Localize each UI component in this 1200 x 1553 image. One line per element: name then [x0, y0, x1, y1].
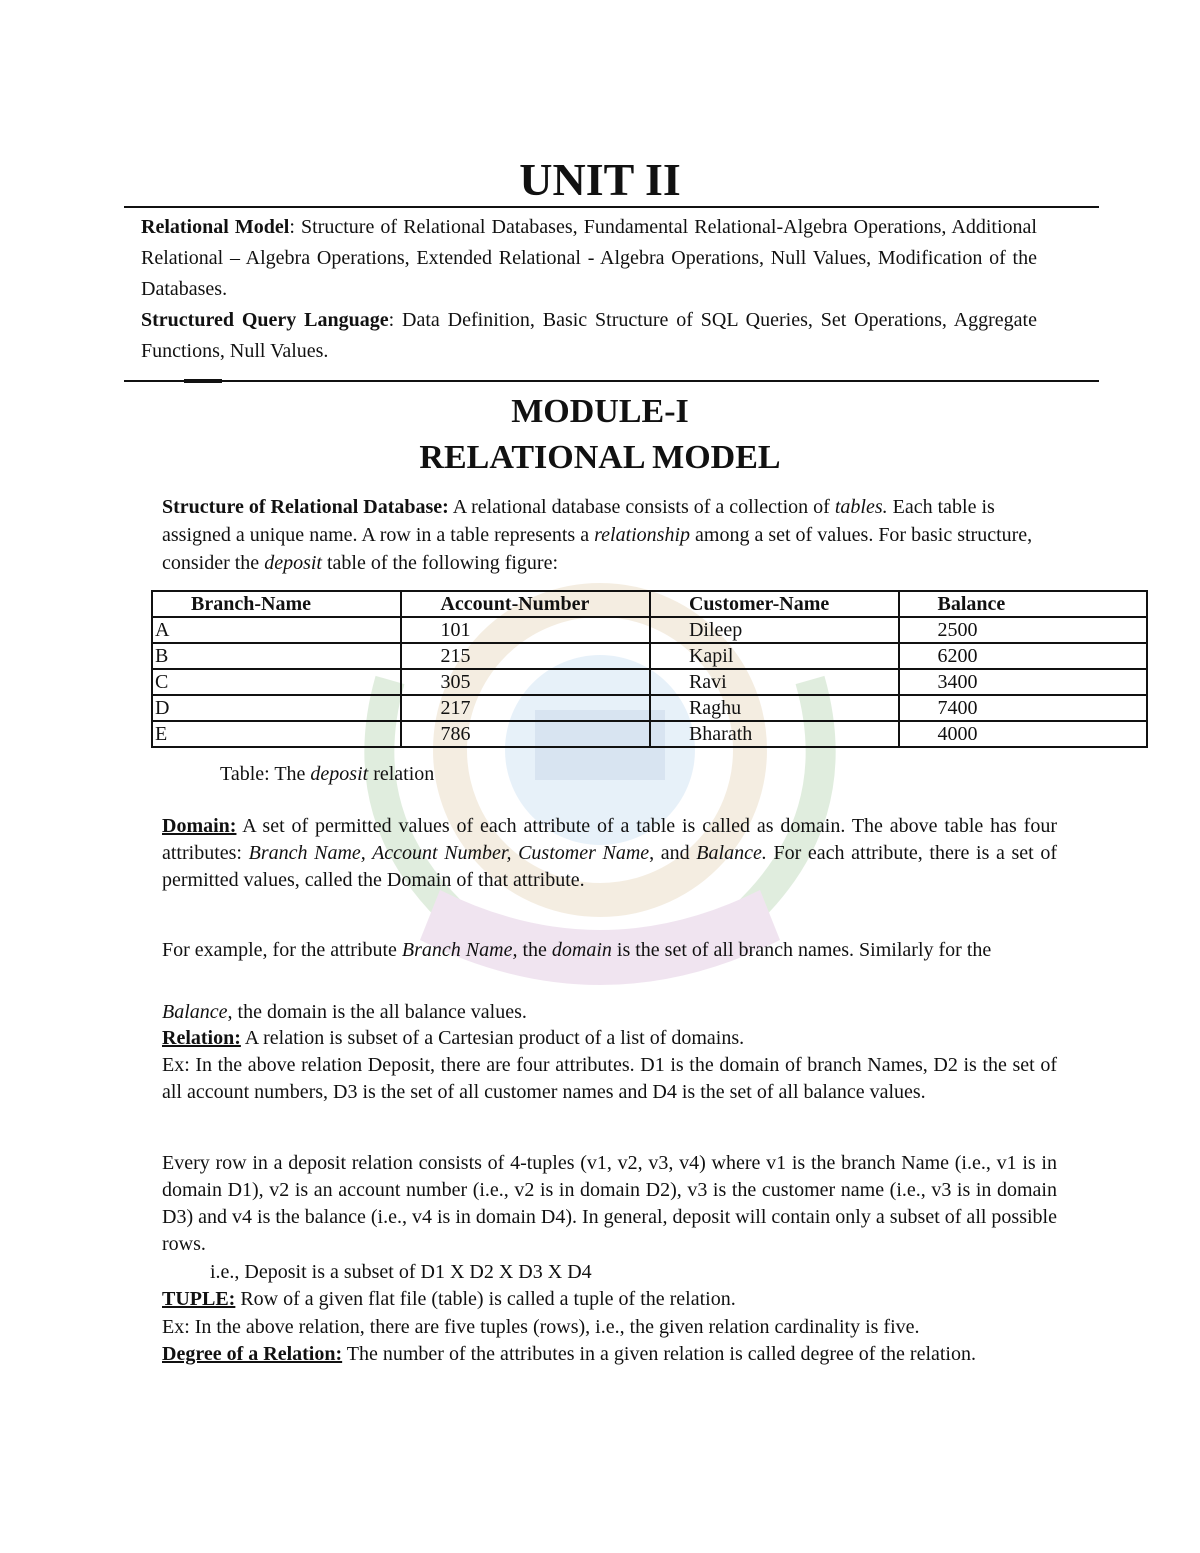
example-text: is the set of all branch names. Similarly for the: [611, 939, 992, 961]
syllabus-sql: [141, 305, 1037, 367]
table-cell: 217: [401, 695, 650, 721]
syllabus-sql-label: Structured Query Language: [141, 309, 389, 331]
intro-label: Structure of Relational Database:: [162, 496, 449, 518]
table-header-row: [152, 591, 1147, 617]
table-cell: Dileep: [650, 617, 899, 643]
table-cell: 305: [401, 669, 650, 695]
table-cell: 2500: [899, 617, 1147, 643]
syllabus-rm-label: Relational Model: [141, 216, 290, 238]
syllabus-relational-model: [141, 212, 1037, 305]
column-header: Customer-Name: [650, 591, 899, 617]
table-cell: 215: [401, 643, 650, 669]
top-rule: [124, 206, 1099, 208]
table-cell: 3400: [899, 669, 1147, 695]
table-cell: Ravi: [650, 669, 899, 695]
relation-label: Relation:: [162, 1027, 241, 1049]
table-cell: 4000: [899, 721, 1147, 747]
table-row: [152, 643, 1147, 669]
table-row: [152, 669, 1147, 695]
table-cell: 786: [401, 721, 650, 747]
example-text: the: [517, 939, 552, 961]
table-cell: D: [152, 695, 401, 721]
table-row: [152, 695, 1147, 721]
table-cell: 6200: [899, 643, 1147, 669]
column-header: Balance: [899, 591, 1147, 617]
column-header: Branch-Name: [152, 591, 401, 617]
intro-text: among a set of values. For basic structure, consider the: [162, 524, 1033, 574]
tuple-definition: [162, 1286, 1057, 1313]
table-row: [152, 721, 1147, 747]
intro-paragraph: [162, 493, 1042, 577]
intro-text: table of the following figure:: [321, 552, 559, 574]
example-text: For example, for the attribute: [162, 939, 402, 961]
degree-definition: [162, 1341, 1057, 1368]
degree-text: The number of the attributes in a given relation is called degree of the relation.: [342, 1343, 976, 1365]
example-paragraph: [162, 937, 1057, 964]
domain-italic: Branch Name, Account Number, Customer Name: [248, 842, 650, 864]
column-header: Account-Number: [401, 591, 650, 617]
module-subtitle: RELATIONAL MODEL: [419, 439, 781, 476]
table-cell: A: [152, 617, 401, 643]
syllabus-rm-text: : Structure of Relational Databases, Fundamental Relational-Algebra Operations, Additional Relational – Algebra Operations, Extended Relational - Algebra Operations, Null Values, Modification of the Databases.: [141, 216, 1037, 300]
intro-italic: tables.: [834, 496, 888, 518]
table-cell: Kapil: [650, 643, 899, 669]
relation-text: A relation is subset of a Cartesian product of a list of domains.: [240, 1027, 745, 1049]
table-cell: C: [152, 669, 401, 695]
balance-italic: Balance: [162, 1001, 228, 1023]
unit-title: UNIT II: [519, 154, 681, 205]
table-cell: 101: [401, 617, 650, 643]
subset-line: i.e., Deposit is a subset of D1 X D2 X D3 X D4: [210, 1261, 592, 1283]
balance-text: , the domain is the all balance values.: [227, 1001, 527, 1023]
caption-text: relation: [368, 763, 435, 785]
tuples-paragraph: Every row in a deposit relation consists of 4-tuples (v1, v2, v3, v4) where v1 is the branch Name (i.e., v1 is in domain D1), v2 is an account number (i.e., v2 is in domain D2), v3 is the customer name (i.e., v3 is in domain D3) and v4 is the balance (i.e., v4 is in domain D4). In general, deposit will contain only a subset of all possible rows.: [162, 1152, 1057, 1255]
caption-text: Table: The: [220, 763, 311, 785]
example-italic: Branch Name,: [401, 939, 518, 961]
module-title: MODULE-I: [511, 393, 689, 430]
relation-definition: [162, 1025, 1057, 1052]
table-row: [152, 617, 1147, 643]
syllabus-block: [141, 212, 1037, 367]
deposit-table: [151, 590, 1148, 748]
table-cell: B: [152, 643, 401, 669]
example-italic: domain: [551, 939, 612, 961]
table-cell: 7400: [899, 695, 1147, 721]
rule-accent: [184, 379, 222, 383]
tuple-text: Row of a given flat file (table) is called a tuple of the relation.: [235, 1288, 736, 1310]
syllabus-sql-text: : Data Definition, Basic Structure of SQL Queries, Set Operations, Aggregate Functions, Null Values.: [141, 309, 1037, 362]
intro-text: A relational database consists of a collection of: [448, 496, 835, 518]
table-cell: Bharath: [650, 721, 899, 747]
domain-text: For each attribute, there is a set of permitted values, called the Domain of that attribute.: [162, 842, 1057, 891]
domain-label: Domain:: [162, 815, 237, 837]
table-cell: E: [152, 721, 401, 747]
caption-italic: deposit: [310, 763, 369, 785]
tuple-example: Ex: In the above relation, there are five tuples (rows), i.e., the given relation cardinality is five.: [162, 1316, 920, 1338]
bottom-rule: [124, 380, 1099, 382]
intro-italic: relationship: [594, 524, 691, 546]
table-caption: [220, 763, 434, 786]
degree-label: Degree of a Relation:: [162, 1343, 343, 1365]
tuple-label: TUPLE:: [162, 1288, 236, 1310]
intro-italic: deposit: [264, 552, 322, 574]
domain-text: A set of permitted values of each attribute of a table is called as domain. The above table has four attributes:: [162, 815, 1057, 864]
domain-text: , and: [649, 842, 697, 864]
intro-text: Each table is assigned a unique name. A row in a table represents a: [162, 496, 995, 546]
balance-line: [162, 999, 1057, 1026]
domain-paragraph: [162, 813, 1057, 894]
domain-italic: Balance.: [696, 842, 767, 864]
relation-example: Ex: In the above relation Deposit, there are four attributes. D1 is the domain of branch Names, D2 is the set of all account numbers, D3 is the set of all customer names and D4 is the set of all balance values.: [162, 1054, 1057, 1103]
table-cell: Raghu: [650, 695, 899, 721]
